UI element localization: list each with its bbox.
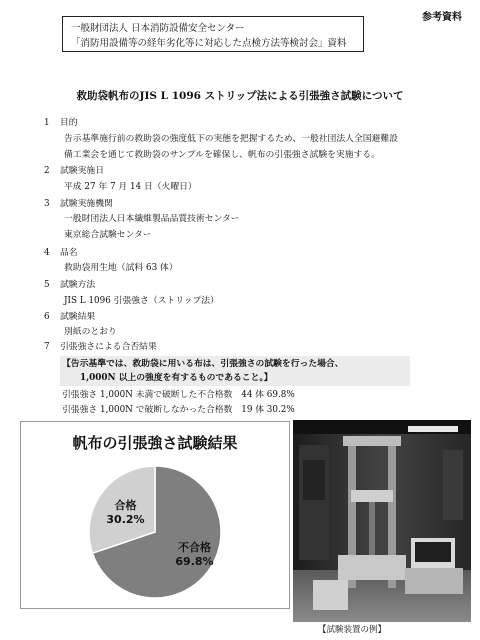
section-3-line-2: 東京総合試験センター bbox=[64, 230, 152, 240]
header-committee: 「消防用設備等の経年劣化等に対応した点検方法等検討会」資料 bbox=[71, 38, 347, 49]
section-7-heading: 引張強さによる合否結果 bbox=[60, 342, 157, 352]
photo-caption: 【試験装置の例】 bbox=[318, 625, 387, 635]
notice-line-1: 【告示基準では、救助袋に用いる布は、引張強さの試験を行った場合、 bbox=[62, 359, 344, 369]
section-7-number: 7 bbox=[44, 342, 50, 352]
standard-notice-box bbox=[60, 356, 410, 386]
section-4-number: 4 bbox=[44, 248, 50, 258]
section-2-line-1: 平成 27 年 7 月 14 日（火曜日） bbox=[64, 182, 197, 192]
pie-chart bbox=[21, 422, 289, 608]
pie-label-pass: 合格 bbox=[114, 498, 137, 512]
section-2-number: 2 bbox=[44, 166, 50, 176]
section-3-number: 3 bbox=[44, 199, 50, 209]
test-apparatus-illustration bbox=[293, 420, 471, 622]
pie-value-fail: 69.8% bbox=[175, 555, 214, 569]
section-3-line-1: 一般財団法人日本繊維製品品質技術センター bbox=[64, 214, 240, 224]
pie-label-fail: 不合格 bbox=[178, 541, 212, 555]
notice-line-2: 1,000N 以上の強度を有するものであること。】 bbox=[80, 373, 273, 383]
pie-chart-panel bbox=[20, 421, 290, 609]
section-3-heading: 試験実施機関 bbox=[60, 199, 113, 209]
section-1-line-1: 告示基準施行前の救助袋の強度低下の実態を把握するため、一般社団法人全国避難設 bbox=[64, 134, 398, 144]
section-6-number: 6 bbox=[44, 312, 50, 322]
document-title: 救助袋帆布のJIS L 1096 ストリップ法による引張強さ試験について bbox=[76, 90, 404, 102]
section-6-heading: 試験結果 bbox=[60, 312, 96, 322]
result-pass-line: 引張強さ 1,000N で破断しなかった合格数 19 体 30.2% bbox=[62, 405, 295, 415]
section-5-number: 5 bbox=[44, 280, 50, 290]
section-5-heading: 試験方法 bbox=[60, 280, 96, 290]
reference-label: 参考資料 bbox=[422, 12, 462, 23]
chart-title: 帆布の引張強さ試験結果 bbox=[72, 434, 238, 452]
section-1-line-2: 備工業会を通じて救助袋のサンプルを確保し、帆布の引張強さ試験を実施する。 bbox=[64, 150, 380, 160]
section-2-heading: 試験実施日 bbox=[60, 166, 104, 176]
section-4-heading: 品名 bbox=[60, 248, 78, 258]
section-1-number: 1 bbox=[44, 118, 50, 128]
section-5-line-1: JIS L 1096 引張強さ（ストリップ法） bbox=[64, 296, 219, 306]
header-box bbox=[62, 16, 364, 52]
pie-value-pass: 30.2% bbox=[106, 512, 145, 526]
section-4-line-1: 救助袋用生地（試料 63 体） bbox=[64, 263, 178, 273]
test-apparatus-photo bbox=[293, 420, 471, 622]
header-organization: 一般財団法人 日本消防設備安全センター bbox=[71, 23, 245, 34]
section-6-line-1: 別紙のとおり bbox=[64, 327, 117, 337]
section-1-heading: 目的 bbox=[60, 118, 78, 128]
result-fail-line: 引張強さ 1,000N 未満で破断した不合格数 44 体 69.8% bbox=[62, 390, 295, 400]
